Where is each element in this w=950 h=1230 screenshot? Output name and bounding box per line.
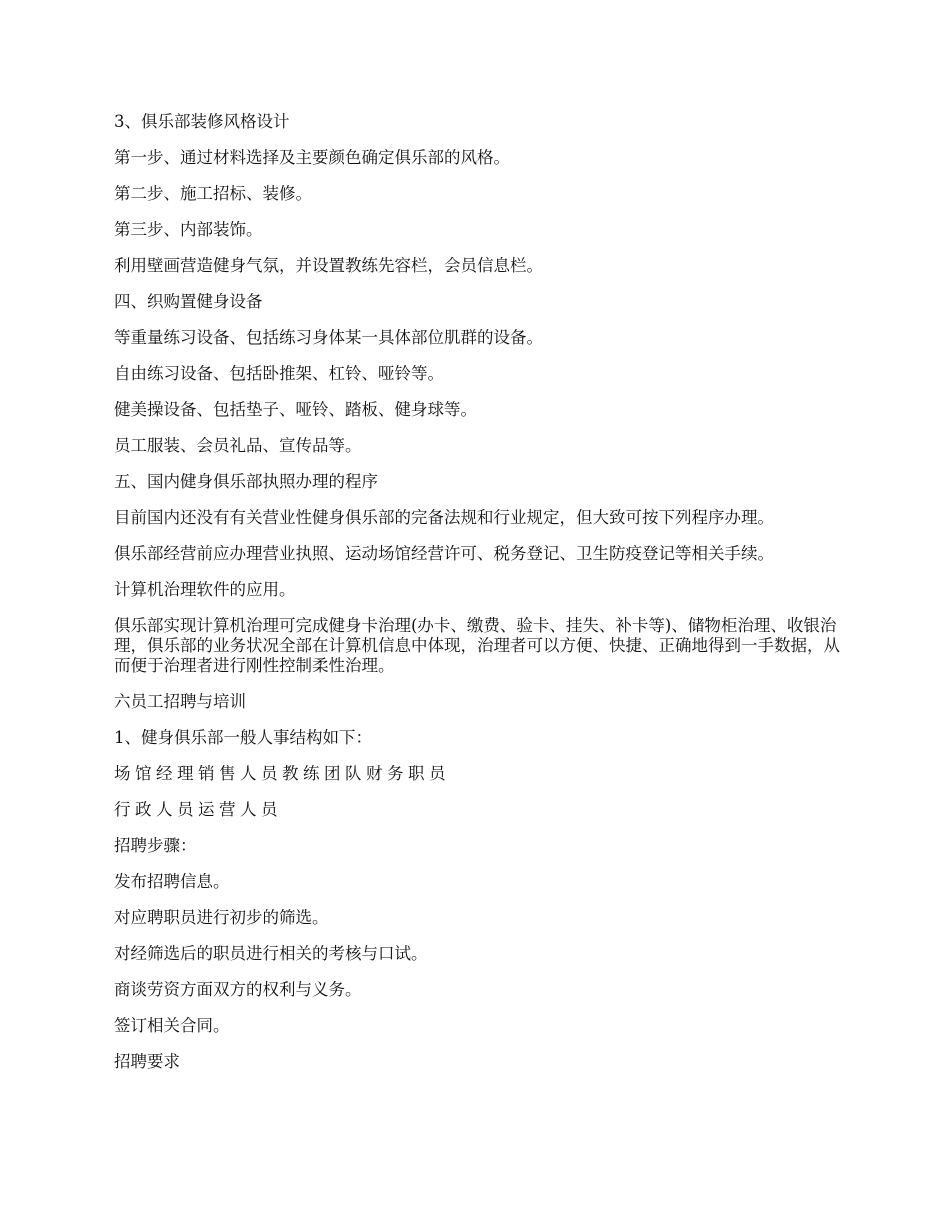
document-page xyxy=(114,112,844,1088)
section-heading-license: 五、国内健身俱乐部执照办理的程序 xyxy=(114,472,378,491)
paragraph-permits: 俱乐部经营前应办理营业执照、运动场馆经营许可、税务登记、卫生防疫登记等相关手续。 xyxy=(114,544,774,563)
section-heading-recruitment: 六员工招聘与培训 xyxy=(114,692,246,711)
paragraph-uniforms: 员工服装、会员礼品、宣传品等。 xyxy=(114,436,362,455)
paragraph-negotiate: 商谈劳资方面双方的权利与义务。 xyxy=(114,980,362,999)
paragraph-software-heading: 计算机治理软件的应用。 xyxy=(114,580,296,599)
paragraph-recruit-steps: 招聘步骤： xyxy=(114,836,197,855)
paragraph-step-two: 第二步、施工招标、装修。 xyxy=(114,184,312,203)
paragraph-software-detail: 俱乐部实现计算机治理可完成健身卡治理(办卡、缴费、验卡、挂失、补卡等)、储物柜治理、收银治理，俱乐部的业务状况全部在计算机信息中体现，治理者可以方便、快捷、正确地得到一手数据，从而便于治理者进行刚性控制柔性治理。 xyxy=(114,616,840,675)
paragraph-contract: 签订相关合同。 xyxy=(114,1016,230,1035)
paragraph-post-info: 发布招聘信息。 xyxy=(114,872,230,891)
paragraph-step-three: 第三步、内部装饰。 xyxy=(114,220,263,239)
paragraph-interview: 对经筛选后的职员进行相关的考核与口试。 xyxy=(114,944,428,963)
paragraph-screening: 对应聘职员进行初步的筛选。 xyxy=(114,908,329,927)
section-heading-equipment: 四、织购置健身设备 xyxy=(114,292,263,311)
paragraph-free-weights: 自由练习设备、包括卧推架、杠铃、哑铃等。 xyxy=(114,364,444,383)
paragraph-aerobics-equipment: 健美操设备、包括垫子、哑铃、踏板、健身球等。 xyxy=(114,400,477,419)
paragraph-step-one: 第一步、通过材料选择及主要颜色确定俱乐部的风格。 xyxy=(114,148,510,167)
paragraph-regulations: 目前国内还没有有关营业性健身俱乐部的完备法规和行业规定，但大致可按下列程序办理。 xyxy=(114,508,774,527)
paragraph-roles-line-two: 行政人员运营人员 xyxy=(114,800,282,819)
paragraph-roles-line-one: 场馆经理销售人员教练团队财务职员 xyxy=(114,764,450,783)
paragraph-weight-equipment: 等重量练习设备、包括练习身体某一具体部位肌群的设备。 xyxy=(114,328,543,347)
section-heading-decoration-style: 3、俱乐部装修风格设计 xyxy=(114,112,290,131)
paragraph-mural: 利用壁画营造健身气氛，并设置教练先容栏，会员信息栏。 xyxy=(114,256,543,275)
paragraph-org-structure: 1、健身俱乐部一般人事结构如下： xyxy=(114,728,372,747)
paragraph-recruit-requirements: 招聘要求 xyxy=(114,1052,180,1071)
